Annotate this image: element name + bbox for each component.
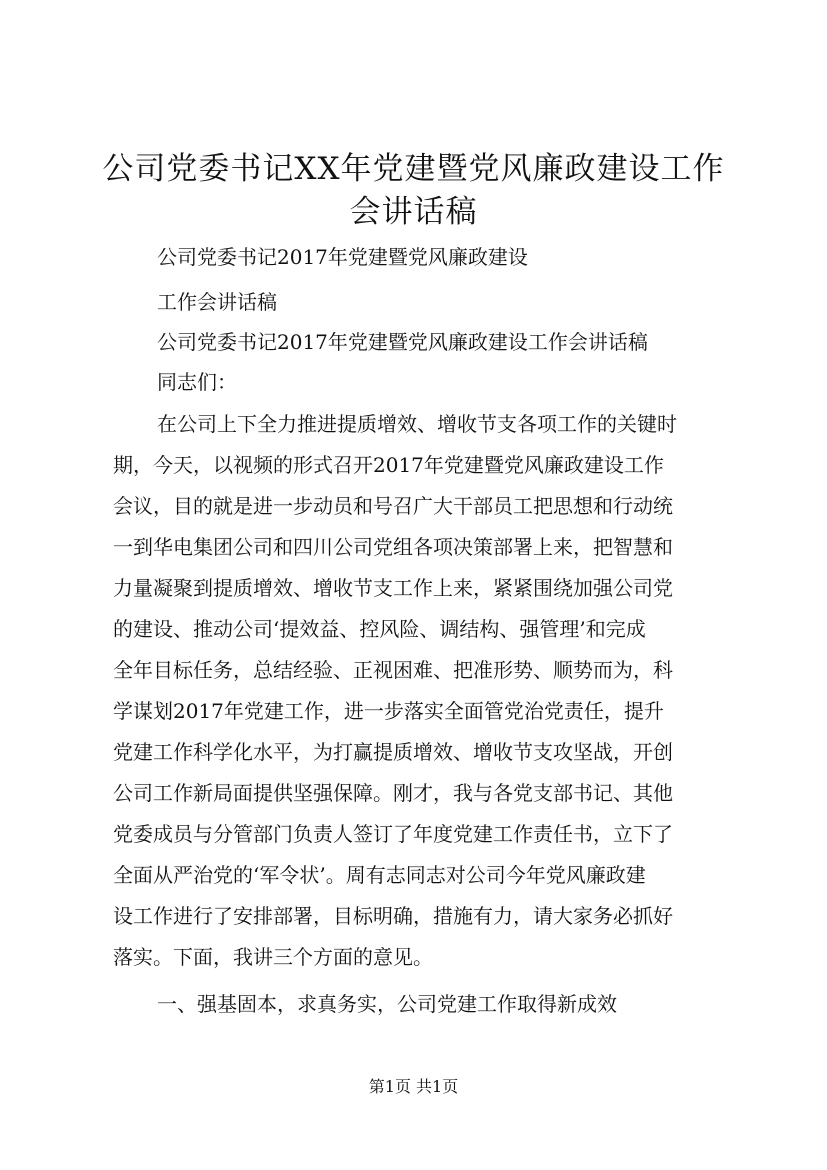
body-line: 落实。下面，我讲三个方面的意见。 xyxy=(113,945,433,969)
page-footer: 第1页 共1页 xyxy=(368,1077,459,1096)
section-heading-1: 一、强基固本，求真务实，公司党建工作取得新成效 xyxy=(157,992,617,1016)
subtitle-line-1: 公司党委书记2017年党建暨党风廉政建设 xyxy=(157,245,528,269)
body-line: 设工作进行了安排部署，目标明确，措施有力，请大家务必抓好 xyxy=(113,904,673,928)
body-line: 公司工作新局面提供坚强保障。刚才，我与各党支部书记、其他 xyxy=(113,781,673,805)
body-line: 力量凝聚到提质增效、增收节支工作上来，紧紧围绕加强公司党 xyxy=(113,576,673,600)
body-line: 全年目标任务，总结经验、正视困难、把准形势、顺势而为，科 xyxy=(113,658,673,682)
body-line: 学谋划2017年党建工作，进一步落实全面管党治党责任，提升 xyxy=(113,699,664,723)
heading-repeat-line: 公司党委书记2017年党建暨党风廉政建设工作会讲话稿 xyxy=(157,330,648,354)
body-line: 会议，目的就是进一步动员和号召广大干部员工把思想和行动统 xyxy=(113,494,673,518)
body-line: 党建工作科学化水平，为打赢提质增效、增收节支攻坚战，开创 xyxy=(113,740,673,764)
body-line: 的建设、推动公司‘提效益、控风险、调结构、强管理’和完成 xyxy=(113,617,646,641)
title-line-1: 公司党委书记XX年党建暨党风廉政建设工作 xyxy=(102,151,725,187)
body-line: 全面从严治党的‘军令状’。周有志同志对公司今年党风廉政建 xyxy=(113,863,646,887)
body-line: 一到华电集团公司和四川公司党组各项决策部署上来，把智慧和 xyxy=(113,535,673,559)
body-line: 期，今天，以视频的形式召开2017年党建暨党风廉政建设工作 xyxy=(113,453,664,477)
title-line-2: 会讲话稿 xyxy=(349,194,478,230)
document-title xyxy=(100,148,727,234)
body-line: 在公司上下全力推进提质增效、增收节支各项工作的关键时 xyxy=(157,412,677,436)
subtitle-line-2: 工作会讲话稿 xyxy=(157,290,277,314)
salutation-line: 同志们： xyxy=(157,370,237,394)
body-line: 党委成员与分管部门负责人签订了年度党建工作责任书，立下了 xyxy=(113,822,673,846)
